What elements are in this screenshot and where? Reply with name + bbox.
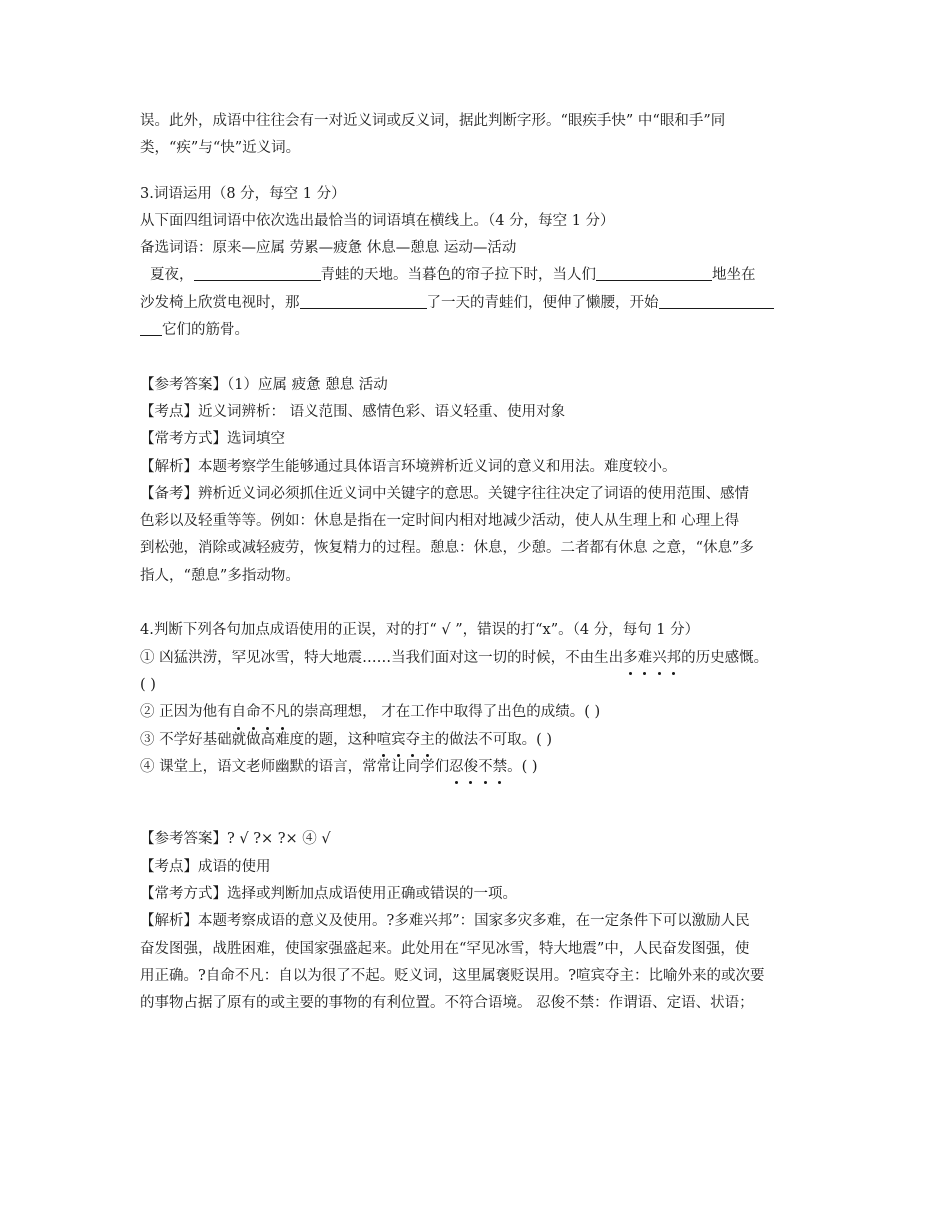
analysis-line: 的事物占据了原有的或主要的事物的有利位置。不符合语境。 忍俊不禁：作谓语、定语、状语；: [140, 995, 754, 1012]
point-line: [140, 399, 820, 426]
method-text: 选择或判断加点成语使用正确或错误的一项。: [227, 886, 517, 903]
dotted-char: 不: [478, 754, 493, 781]
question-3-passage-line-3: [140, 317, 820, 344]
question-4-title: 4.判断下列各句加点成语使用的正误，对的打“ √ ”，错误的打“x”。（4 分，每句 1 分）: [140, 622, 700, 639]
item-text: 的历史感慨。: [681, 649, 769, 666]
method-label: 【常考方式】: [140, 886, 227, 903]
dotted-char: 喧: [377, 727, 392, 754]
dotted-char: 难: [638, 645, 653, 672]
analysis-line: 奋发图强，战胜困难，使国家强盛起来。此处用在“罕见冰雪，特大地震”中，人民奋发图强，使: [140, 940, 750, 957]
dotted-char: 邦: [667, 645, 682, 672]
dotted-char: 自: [232, 699, 247, 726]
answer-label: 【参考答案】: [140, 831, 227, 848]
answer-line: [140, 372, 820, 399]
point-label: 【考点】: [140, 403, 198, 420]
fill-blank-1[interactable]: [194, 264, 321, 281]
method-label: 【常考方式】: [140, 431, 227, 448]
passage-text: 了一天的青蛙们，便伸了懒腰，开始: [426, 294, 659, 311]
analysis-text: 本题考察成语的意义及使用。?多难兴邦”：国家多灾多难，在一定条件下可以激励人民: [198, 913, 750, 930]
answer-text: ? √ ?× ?× ④ √: [227, 831, 331, 848]
dotted-char: 主: [420, 727, 435, 754]
note-line: 到松弛，消除或减轻疲劳，恢复精力的过程。憩息：休息，少憩。二者都有休息 之意，“休息”多: [140, 540, 754, 557]
analysis-text: 本题考察学生能够通过具体语言环境辨析近义词的意义和用法。难度较小。: [198, 458, 677, 475]
dotted-char: 命: [246, 699, 261, 726]
answer-text: （1）应属 疲惫 憩息 活动: [227, 376, 388, 393]
fill-blank-4-continued[interactable]: [140, 319, 162, 336]
item-text: 。( ): [507, 758, 538, 775]
question-4-item-4: [140, 754, 820, 781]
method-line: [140, 881, 820, 908]
item-text: ④ 课堂上，语文老师幽默的语言，常常让同学们: [140, 758, 450, 775]
analysis-label: 【解析】: [140, 458, 198, 475]
analysis-line: [140, 908, 820, 935]
question-3-passage-line-2: [140, 290, 820, 317]
item-text: ② 正因为他有: [140, 704, 232, 721]
dotted-char: 夺: [406, 727, 421, 754]
item-text: ③ 不学好基础就做高难度的题，这种: [140, 731, 377, 748]
text-line: 误。此外，成语中往往会有一对近义词或反义词，据此判断字形。“眼疾手快” 中“眼和手”同: [140, 113, 726, 129]
fill-blank-4[interactable]: [659, 292, 774, 309]
note-line: 指人，“憩息”多指动物。: [140, 567, 300, 584]
question-3-title: 3.词语运用（8 分，每空 1 分）: [140, 185, 346, 202]
note-label: 【备考】: [140, 485, 198, 502]
question-3-options: 备选词语：原来—应属 劳累—疲惫 休息—憩息 运动—活动: [140, 240, 517, 257]
item-text: 的崇高理想， 才在工作中取得了出色的成绩。( ): [289, 704, 601, 721]
analysis-line: 用正确。?自命不凡：自以为很了不起。贬义词，这里属褒贬误用。?喧宾夺主：比喻外来的或次要: [140, 967, 765, 984]
analysis-line: [140, 454, 820, 481]
passage-text: 沙发椅上欣赏电视时，那: [140, 294, 300, 311]
point-text: 近义词辨析： 语义范围、感情色彩、语义轻重、使用对象: [198, 403, 566, 420]
fill-blank-3[interactable]: [300, 292, 427, 309]
item-text: 的做法不可取。( ): [434, 731, 553, 748]
passage-text: 青蛙的天地。当暮色的帘子拉下时，当人们: [320, 267, 596, 284]
question-4-item-2: [140, 699, 820, 726]
answer-bracket[interactable]: ( ): [140, 676, 156, 693]
item-text: ① 凶猛洪涝，罕见冰雪，特大地震……当我们面对这一切的时候，不由生出: [140, 649, 624, 666]
point-line: [140, 854, 820, 881]
dotted-char: 俊: [464, 754, 479, 781]
passage-text: 它们的筋骨。: [162, 322, 249, 339]
dotted-char: 禁: [493, 754, 508, 781]
passage-text: 夏夜，: [150, 267, 194, 284]
note-line: [140, 481, 820, 508]
point-text: 成语的使用: [198, 858, 271, 875]
text-line: 类，“疾”与“快”近义词。: [140, 140, 301, 157]
dotted-char: 宾: [391, 727, 406, 754]
dotted-char: 凡: [275, 699, 290, 726]
question-3-instruction: 从下面四组词语中依次选出最恰当的词语填在横线上。（4 分，每空 1 分）: [140, 212, 615, 229]
dotted-char: 多: [623, 645, 638, 672]
method-text: 选词填空: [227, 431, 285, 448]
answer-line: [140, 826, 820, 853]
passage-text: 地坐在: [712, 267, 756, 284]
dotted-char: 忍: [449, 754, 464, 781]
note-text: 辨析近义词必须抓住近义词中关键字的意思。关键字往往决定了词语的使用范围、感情: [198, 485, 749, 502]
answer-label: 【参考答案】: [140, 376, 227, 393]
dotted-char: 兴: [652, 645, 667, 672]
note-line: 色彩以及轻重等等。例如：休息是指在一定时间内相对地减少活动，使人从生理上和 心理上得: [140, 513, 740, 530]
fill-blank-2[interactable]: [596, 264, 712, 281]
question-4-item-1: [140, 645, 820, 672]
document-page: [140, 108, 820, 1018]
method-line: [140, 426, 820, 453]
question-4-item-3: [140, 727, 820, 754]
dotted-char: 不: [261, 699, 276, 726]
question-3-passage-line-1: [140, 262, 820, 289]
analysis-label: 【解析】: [140, 913, 198, 930]
point-label: 【考点】: [140, 858, 198, 875]
